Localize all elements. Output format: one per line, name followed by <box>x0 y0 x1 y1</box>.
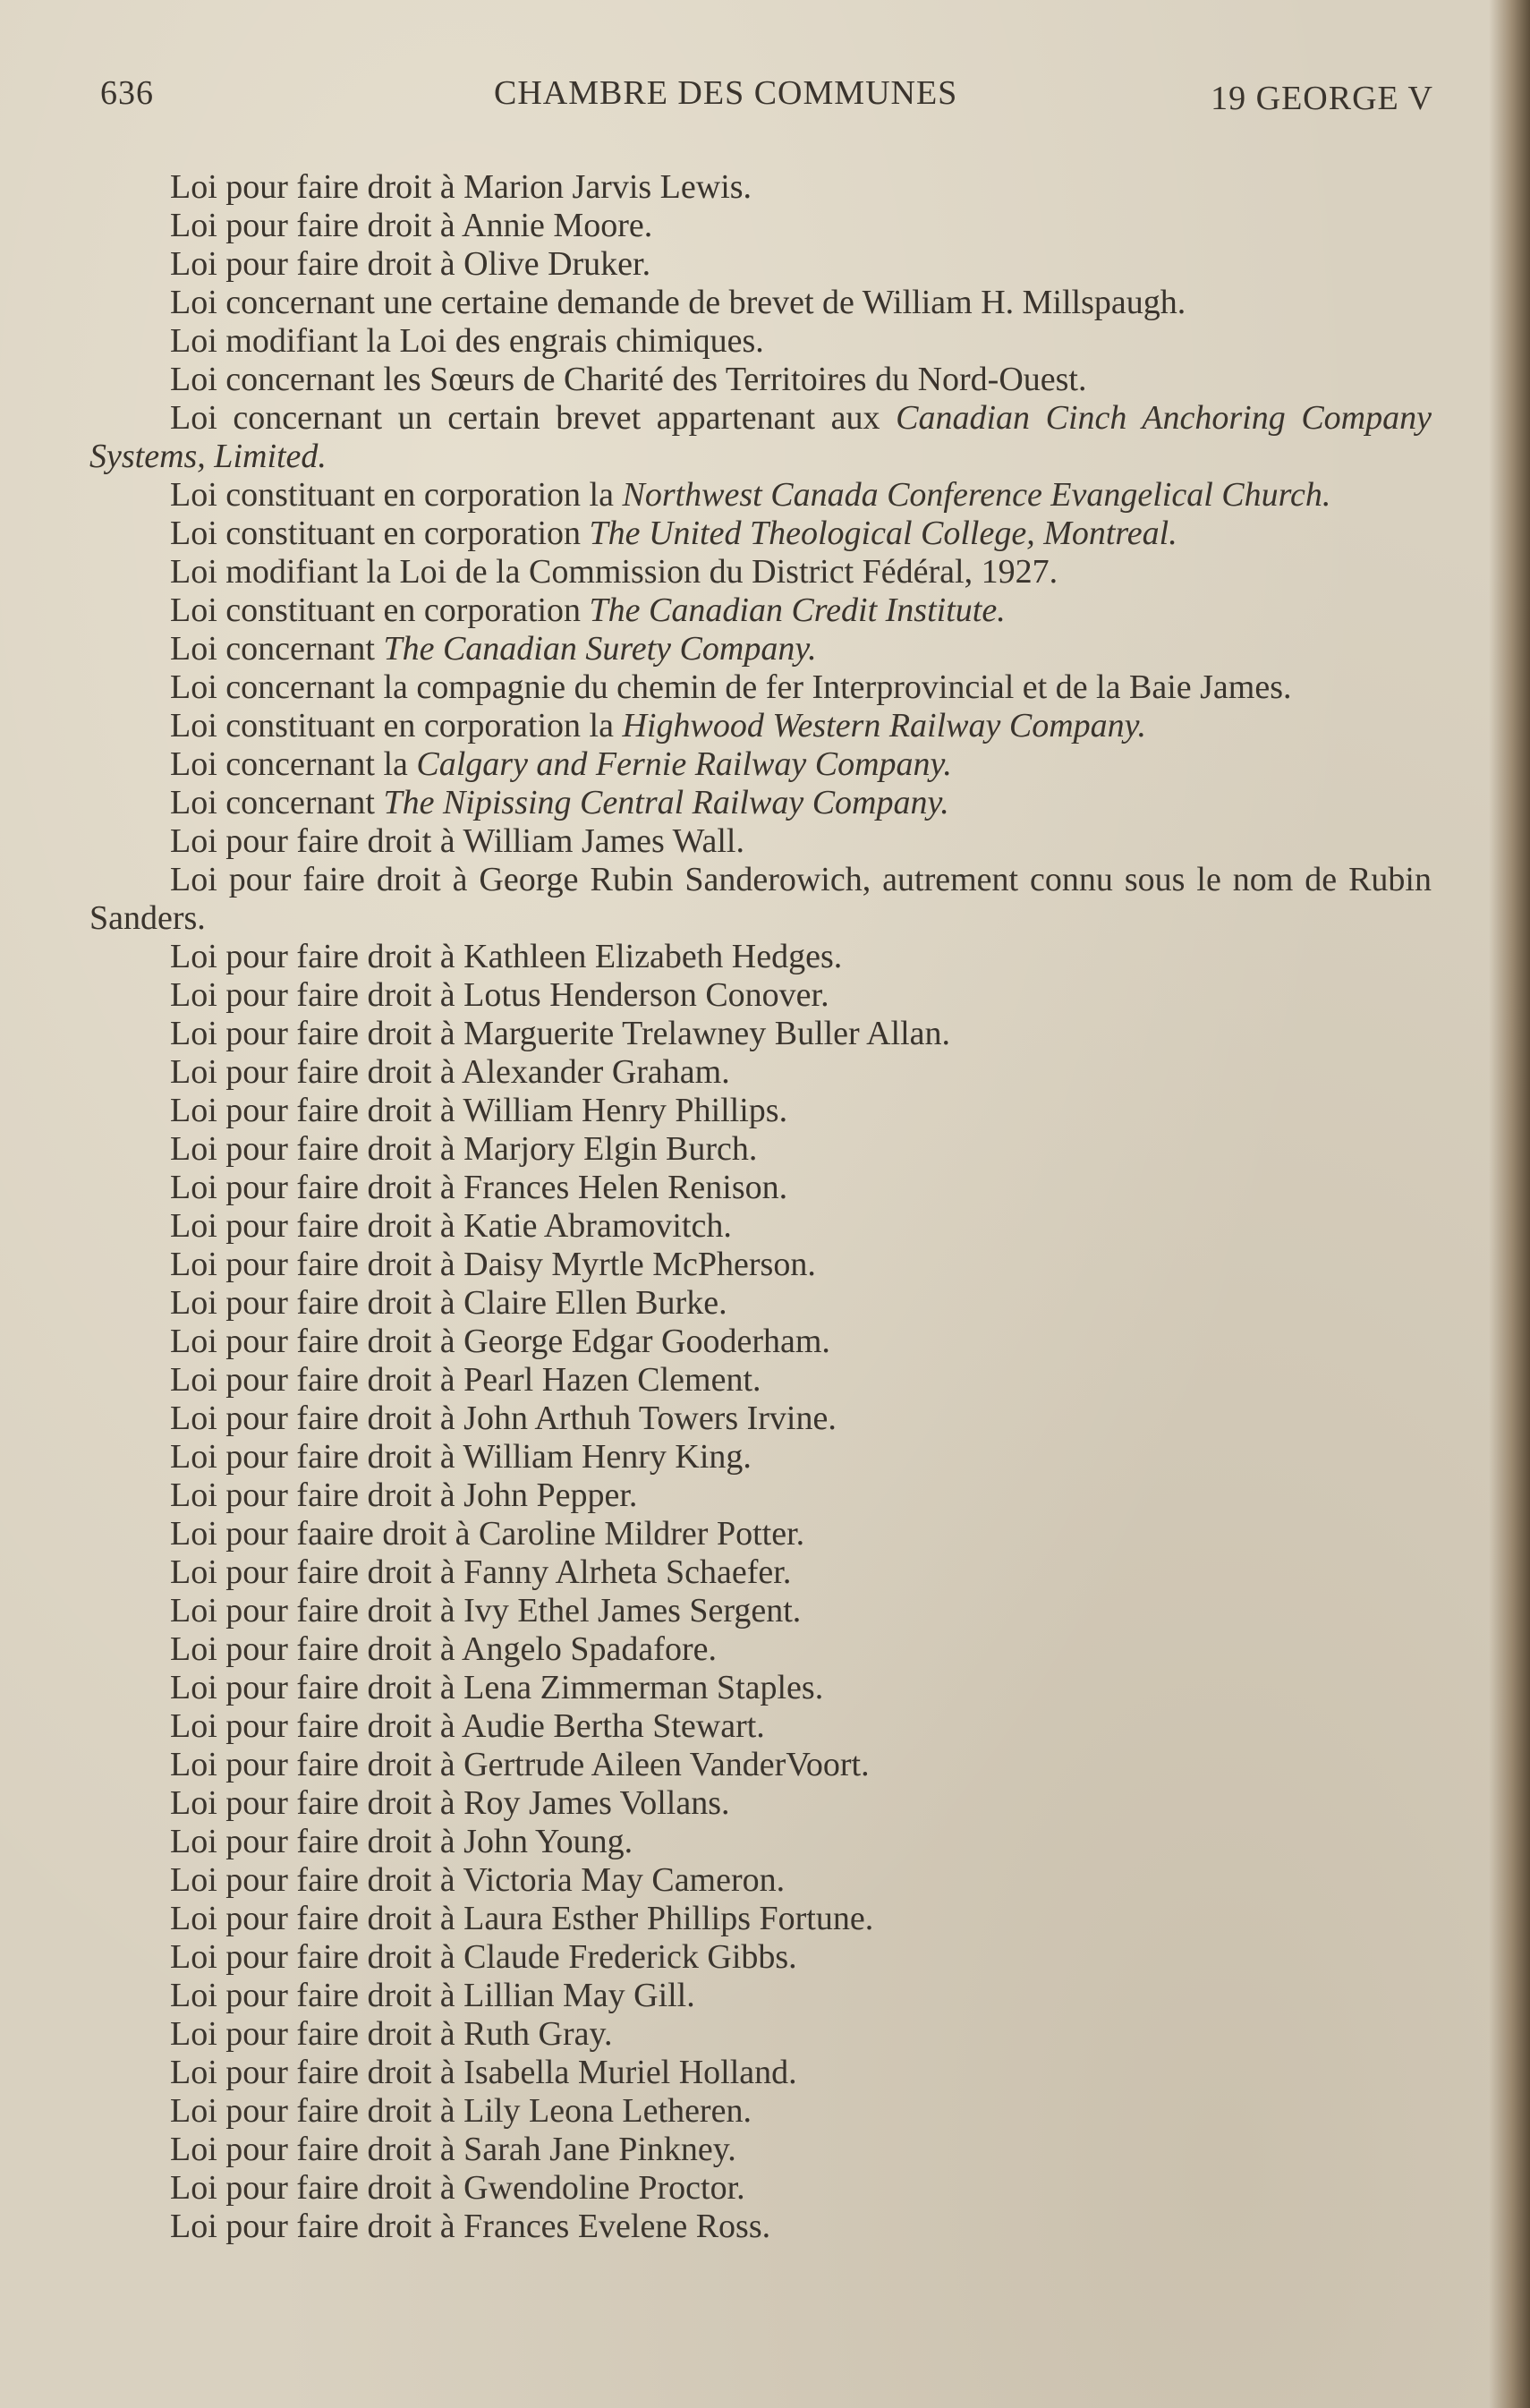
bill-entry <box>89 1323 1432 1361</box>
regnal-year: 19 GEORGE V <box>1211 80 1433 117</box>
bill-entry-text: Loi modifiant la Loi des engrais chimiques. <box>170 322 764 360</box>
bill-entry <box>89 2092 1432 2131</box>
bill-entry-text: Loi pour faire droit à Claude Frederick Gibbs. <box>170 1938 797 1976</box>
bill-entry-text: Loi pour faire droit à Marguerite Trelawney Buller Allan. <box>170 1015 951 1052</box>
bill-entry-text: Loi constituant en corporation la <box>170 707 623 745</box>
bill-entry-text: Loi pour faire droit à Roy James Vollans. <box>170 1784 730 1822</box>
bill-entry-text: Loi concernant <box>170 630 384 668</box>
bill-entry-text: Loi pour faire droit à Isabella Muriel Holland. <box>170 2054 797 2091</box>
bill-entry <box>89 361 1432 399</box>
bill-entry-italic-name: Highwood Western Railway Company. <box>622 707 1146 745</box>
bill-entry <box>89 1553 1432 1592</box>
bill-entry <box>89 1515 1432 1553</box>
bill-entry <box>89 2169 1432 2208</box>
bill-entry-italic-name: Calgary and Fernie Railway Company. <box>416 745 952 783</box>
bill-entry <box>89 1900 1432 1938</box>
bill-entry-text: Loi concernant les Sœurs de Charité des Territoires du Nord-Ouest. <box>170 361 1087 398</box>
bill-entry <box>89 1400 1432 1438</box>
bill-entry-text: Loi pour faire droit à Frances Helen Renison. <box>170 1169 788 1206</box>
bill-entry-text: Loi pour faaire droit à Caroline Mildrer Potter. <box>170 1515 805 1553</box>
bill-entry-text: Loi concernant un certain brevet appartenant aux <box>170 399 897 437</box>
bill-entry <box>89 207 1432 245</box>
bill-entry <box>89 784 1432 822</box>
bill-entry-text: Loi pour faire droit à Ivy Ethel James Sergent. <box>170 1592 802 1629</box>
bill-entry <box>89 1284 1432 1323</box>
bill-entry <box>89 1092 1432 1130</box>
bill-entry <box>89 938 1432 976</box>
bill-entry-text: Loi pour faire droit à Angelo Spadafore. <box>170 1630 717 1668</box>
bill-entry-text: Loi pour faire droit à Victoria May Cameron. <box>170 1861 786 1899</box>
bill-entry <box>89 1361 1432 1400</box>
bill-entry <box>89 168 1432 207</box>
bill-entry <box>89 1169 1432 1207</box>
bill-entry-italic-name: The Nipissing Central Railway Company. <box>383 784 949 821</box>
bill-entry-text: Loi modifiant la Loi de la Commission du District Fédéral, 1927. <box>170 553 1058 591</box>
bill-entry-text: Loi constituant en corporation <box>170 515 590 552</box>
bill-entry <box>89 861 1432 938</box>
bill-entry <box>89 1784 1432 1823</box>
bill-entry-text: Loi pour faire droit à Fanny Alrheta Schaefer. <box>170 1553 792 1591</box>
bill-entry <box>89 1861 1432 1900</box>
bill-entry <box>89 976 1432 1015</box>
bill-entry <box>89 1938 1432 1977</box>
bill-entry <box>89 1130 1432 1169</box>
bill-entry-text: Loi pour faire droit à Ruth Gray. <box>170 2015 613 2053</box>
bill-entry-text: Loi pour faire droit à George Edgar Gooderham. <box>170 1323 830 1360</box>
bill-entry <box>89 591 1432 630</box>
bill-entry <box>89 399 1432 476</box>
bill-entry <box>89 322 1432 361</box>
bill-entry <box>89 1592 1432 1630</box>
bill-entry <box>89 1977 1432 2015</box>
bill-entry <box>89 1746 1432 1784</box>
bill-entry-text: Loi pour faire droit à Annie Moore. <box>170 207 653 244</box>
bill-entry-text: Loi pour faire droit à John Arthuh Towers Irvine. <box>170 1400 837 1437</box>
bill-entry-text: Loi pour faire droit à Marjory Elgin Burch. <box>170 1130 758 1168</box>
bill-entry-italic-name: The United Theological College, Montreal. <box>589 515 1177 552</box>
bill-entry-text: Loi pour faire droit à Daisy Myrtle McPherson. <box>170 1246 816 1283</box>
bill-entry-text: Loi pour faire droit à Kathleen Elizabeth Hedges. <box>170 938 843 975</box>
bill-entry <box>89 630 1432 668</box>
bill-entry <box>89 1707 1432 1746</box>
bill-entry <box>89 1823 1432 1861</box>
bill-entry-text: Loi pour faire droit à Lillian May Gill. <box>170 1977 695 2014</box>
page-title: CHAMBRE DES COMMUNES <box>494 74 958 112</box>
bill-entry <box>89 2015 1432 2054</box>
bill-entry <box>89 515 1432 553</box>
bill-list <box>89 168 1432 2246</box>
bill-entry <box>89 822 1432 861</box>
bill-entry-text: Loi constituant en corporation <box>170 591 590 629</box>
bill-entry-text: Loi pour faire droit à Laura Esther Phillips Fortune. <box>170 1900 874 1937</box>
bill-entry-text: Loi pour faire droit à John Pepper. <box>170 1476 638 1514</box>
bill-entry <box>89 1207 1432 1246</box>
bill-entry-text: Loi pour faire droit à Lily Leona Letheren. <box>170 2092 752 2130</box>
bill-entry-text: Loi pour faire droit à John Young. <box>170 1823 633 1860</box>
bill-entry-text: Loi pour faire droit à Olive Druker. <box>170 245 651 283</box>
bill-entry-text: Loi pour faire droit à George Rubin Sanderowich, autrement connu sous le nom de Rubin Sanders. <box>89 861 1432 937</box>
bill-entry-text: Loi pour faire droit à Katie Abramovitch. <box>170 1207 732 1245</box>
bill-entry <box>89 668 1432 707</box>
bill-entry-text: Loi pour faire droit à Lotus Henderson Conover. <box>170 976 829 1014</box>
bill-entry <box>89 1438 1432 1476</box>
bill-entry-text: Loi pour faire droit à Marion Jarvis Lewis. <box>170 168 752 206</box>
bill-entry-text: Loi pour faire droit à Frances Evelene Ross. <box>170 2208 771 2245</box>
bill-entry <box>89 1053 1432 1092</box>
bill-entry-text: Loi constituant en corporation la <box>170 476 623 514</box>
bill-entry <box>89 1669 1432 1707</box>
bill-entry-text: Loi pour faire droit à Lena Zimmerman Staples. <box>170 1669 824 1706</box>
bill-entry-text: Loi pour faire droit à Gertrude Aileen VanderVoort. <box>170 1746 870 1783</box>
bill-entry-text: Loi pour faire droit à William James Wall. <box>170 822 744 860</box>
bill-entry-text: Loi pour faire droit à Gwendoline Proctor. <box>170 2169 745 2207</box>
bill-entry <box>89 284 1432 322</box>
bill-entry <box>89 1015 1432 1053</box>
bill-entry <box>89 245 1432 284</box>
bill-entry-text: Loi pour faire droit à Claire Ellen Burke. <box>170 1284 727 1322</box>
page-header <box>100 73 1433 123</box>
bill-entry <box>89 2131 1432 2169</box>
bill-entry <box>89 2208 1432 2246</box>
bill-entry <box>89 2054 1432 2092</box>
bill-entry <box>89 707 1432 745</box>
bill-entry <box>89 1476 1432 1515</box>
bill-entry <box>89 1246 1432 1284</box>
bill-entry-italic-name: Canadian Cinch Anchoring Company Systems, Limited. <box>89 399 1432 475</box>
bill-entry-italic-name: Northwest Canada Conference Evangelical Church. <box>622 476 1331 514</box>
bill-entry-text: Loi concernant une certaine demande de brevet de William H. Millspaugh. <box>170 284 1186 321</box>
bill-entry-text: Loi pour faire droit à William Henry King. <box>170 1438 752 1476</box>
bill-entry-text: Loi pour faire droit à Pearl Hazen Clement. <box>170 1361 761 1399</box>
bill-entry-text: Loi pour faire droit à Audie Bertha Stewart. <box>170 1707 765 1745</box>
bill-entry-italic-name: The Canadian Credit Institute. <box>589 591 1006 629</box>
bill-entry-italic-name: The Canadian Surety Company. <box>383 630 817 668</box>
bill-entry-text: Loi concernant la <box>170 745 417 783</box>
bill-entry <box>89 1630 1432 1669</box>
bill-entry-text: Loi pour faire droit à William Henry Phillips. <box>170 1092 788 1129</box>
bill-entry-text: Loi pour faire droit à Sarah Jane Pinkney. <box>170 2131 736 2168</box>
bill-entry <box>89 745 1432 784</box>
bill-entry-text: Loi concernant <box>170 784 384 821</box>
bill-entry <box>89 476 1432 515</box>
page-number: 636 <box>100 74 154 112</box>
bill-entry <box>89 553 1432 591</box>
page-edge-shadow <box>1489 0 1530 2408</box>
bill-entry-text: Loi pour faire droit à Alexander Graham. <box>170 1053 730 1091</box>
bill-entry-text: Loi concernant la compagnie du chemin de fer Interprovincial et de la Baie James. <box>170 668 1292 706</box>
